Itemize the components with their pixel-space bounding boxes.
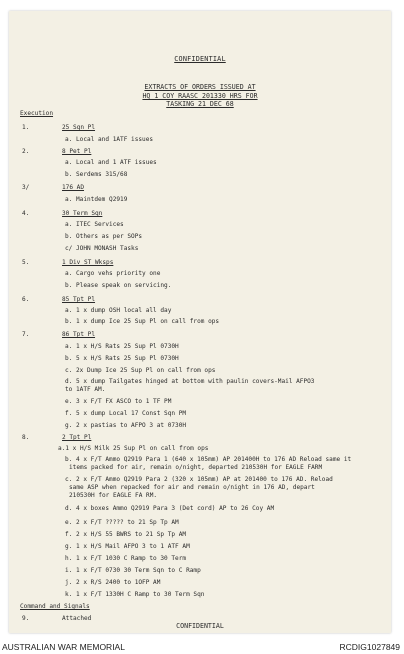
order-item: g. 1 x H/S Mail AFPO 3 to 1 ATF AM [65, 543, 190, 550]
unit-heading: 1 Div ST Wksps [62, 259, 114, 266]
order-item: i. 1 x F/T 0730 30 Term Sqn to C Ramp [65, 567, 201, 574]
order-item: Attached [62, 615, 92, 622]
order-item: c. 2x Dump Ice 25 Sup Pl on call from ops [65, 367, 216, 374]
order-item: b. 5 x H/S Rats 25 Sup Pl 0730H [65, 355, 179, 362]
paragraph-number: 2. [22, 148, 30, 155]
order-item: b. Please speak on servicing. [65, 282, 172, 289]
order-item: 210530H for EAGLE FA RM. [69, 492, 158, 499]
order-item: a. Local and 1 ATF issues [65, 159, 157, 166]
unit-heading: 2 Tpt Pl [62, 434, 92, 441]
paragraph-number: 5. [22, 259, 30, 266]
order-item: a. Cargo vehs priority one [65, 270, 161, 277]
order-item: k. 1 x F/T 1330H C Ramp to 30 Term Sqn [65, 591, 205, 598]
order-item: a. Maintdem Q2919 [65, 196, 128, 203]
order-item: c. 2 x F/T Ammo Q2919 Para 2 (320 x 105mm) AP at 201400 to 176 AD. Reload [65, 476, 333, 483]
classification-bottom: CONFIDENTIAL [176, 622, 224, 630]
archive-footer [0, 640, 404, 654]
unit-heading: 8 Pet Pl [62, 148, 92, 155]
heading-line-2: HQ 1 COY RAASC 201330 HRS FOR [142, 91, 258, 100]
unit-heading: 25 Sqn Pl [62, 124, 96, 131]
heading-line-1: EXTRACTS OF ORDERS ISSUED AT [144, 83, 256, 91]
order-item: a. 1 x H/S Rats 25 Sup Pl 0730H [65, 343, 179, 350]
order-item: a. ITEC Services [65, 221, 124, 228]
paragraph-number: 3/ [22, 184, 30, 191]
paragraph-number: 4. [22, 210, 30, 217]
order-item: e. 3 x F/T FX ASCO to 1 TF PM [65, 398, 172, 405]
order-item: a.1 x H/S Milk 25 Sup Pl on call from ops [58, 445, 209, 452]
order-item: same ASP when repacked for air and remain o/night in 176 AD, depart [69, 484, 315, 491]
unit-heading: 30 Term Sqn [62, 210, 103, 217]
unit-heading: 176 AD [62, 184, 85, 191]
unit-heading: 86 Tpt Pl [62, 331, 96, 338]
unit-heading: 85 Tpt Pl [62, 296, 96, 303]
classification-top: CONFIDENTIAL [174, 55, 226, 63]
order-item: h. 1 x F/T 1030 C Ramp to 30 Term [65, 555, 187, 562]
order-item: to 1ATF AM. [65, 386, 106, 393]
paragraph-number: 1. [22, 124, 30, 131]
order-item: c/ JOHN MONASH Tasks [65, 245, 139, 252]
paragraph-number: 8. [22, 434, 30, 441]
section-heading: Command and Signals [20, 603, 90, 610]
heading-line-3: TASKING 21 DEC 68 [166, 100, 234, 108]
paragraph-number: 6. [22, 296, 30, 303]
order-item: d. 4 x boxes Ammo Q2919 Para 3 (Det cord) AP to 26 Coy AM [65, 505, 275, 512]
order-item: d. 5 x dump Tailgates hinged at bottom with paulin covers-Mail AFPO3 [65, 378, 315, 385]
order-item: a. Local and 1ATF issues [65, 136, 154, 143]
order-item: j. 2 x R/S 2400 to 1OFP AM [65, 579, 161, 586]
order-item: b. 4 x F/T Ammo Q2919 Para 1 (640 x 105mm) AP 201400H to 176 AD Reload same it [65, 456, 352, 463]
paragraph-number: 7. [22, 331, 30, 338]
record-id: RCDIG1027849 [339, 642, 400, 652]
order-item: a. 1 x dump OSH local all day [65, 307, 172, 314]
order-item: e. 2 x F/T ????? to 21 Sp Tp AM [65, 519, 179, 526]
document-heading [9, 83, 391, 109]
document-page [9, 11, 391, 633]
order-item: b. Serdems 315/68 [65, 171, 128, 178]
order-item: f. 5 x dump Local 17 Const Sqn PM [65, 410, 187, 417]
order-item: g. 2 x pastias to AFPO 3 at 0730H [65, 422, 187, 429]
archive-name: AUSTRALIAN WAR MEMORIAL [2, 642, 125, 652]
paragraph-number: 9. [22, 615, 30, 622]
section-heading: Execution [20, 110, 54, 117]
order-item: items packed for air, remain o/night, departed 210530H for EAGLE FARM [69, 464, 323, 471]
order-item: b. Others as per SOPs [65, 233, 143, 240]
order-item: f. 2 x H/S 55 BWRS to 21 Sp Tp AM [65, 531, 187, 538]
order-item: b. 1 x dump Ice 25 Sup Pl on call from ops [65, 318, 220, 325]
